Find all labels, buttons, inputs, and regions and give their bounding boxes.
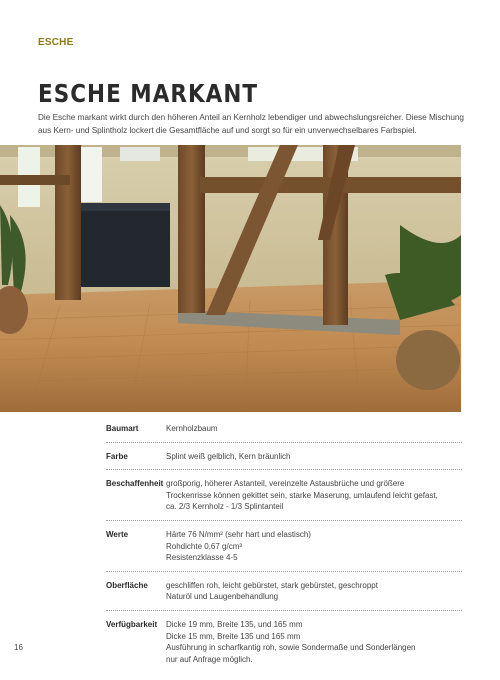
property-value: Rohdichte 0,67 g/cm³: [166, 541, 243, 551]
property-value: großporig, höherer Astanteil, vereinzelte Astausbrüche und größere: [166, 479, 405, 489]
property-row: [106, 619, 462, 672]
room-photo: [0, 145, 461, 412]
property-label: Oberfläche: [106, 580, 148, 590]
property-value: Trockenrisse können gekittet sein, starke Maserung, umlaufend leicht gefast,: [166, 490, 438, 500]
property-row: [106, 478, 462, 521]
section-label: ESCHE: [38, 37, 74, 48]
property-label: Werte: [106, 529, 129, 539]
property-value: Resistenzklasse 4-5: [166, 553, 238, 563]
page-number: 16: [14, 643, 23, 652]
property-value: Dicke 19 mm, Breite 135, und 165 mm: [166, 619, 303, 629]
property-label: Farbe: [106, 451, 128, 461]
property-row: [106, 423, 462, 443]
property-value: nur auf Anfrage möglich.: [166, 654, 253, 664]
intro-paragraph: Die Esche markant wirkt durch den höheren Anteil an Kernholz lebendiger und abwechslungsreicher. Diese Mischung aus Kern- und Splintholz lockert die Gesamtfläche auf und sorgt so für ein unverwechselbares Farbspiel.: [38, 113, 464, 135]
property-label: Beschaffenheit: [106, 479, 164, 489]
property-row: [106, 580, 462, 611]
property-value: Ausführung in scharfkantig roh, sowie Sondermaße und Sonderlängen: [166, 643, 416, 653]
property-value: geschliffen roh, leicht gebürstet, stark gebürstet, geschroppt: [166, 580, 378, 590]
property-value: Kernholzbaum: [166, 424, 218, 433]
property-table: [106, 423, 462, 680]
property-value: Naturöl und Laugenbehandlung: [166, 592, 279, 602]
property-value: Splint weiß gelblich, Kern bräunlich: [166, 451, 291, 461]
property-value: Härte 76 N/mm² (sehr hart und elastisch): [166, 529, 311, 539]
property-row: [106, 529, 462, 572]
property-value: ca. 2/3 Kernholz - 1/3 Splintanteil: [166, 502, 284, 512]
page-title: ESCHE MARKANT: [38, 79, 259, 108]
property-label: Verfügbarkeit: [106, 619, 158, 629]
property-row: [106, 451, 462, 471]
property-label: Baumart: [106, 424, 139, 433]
property-value: Dicke 15 mm, Breite 135 und 165 mm: [166, 631, 301, 641]
